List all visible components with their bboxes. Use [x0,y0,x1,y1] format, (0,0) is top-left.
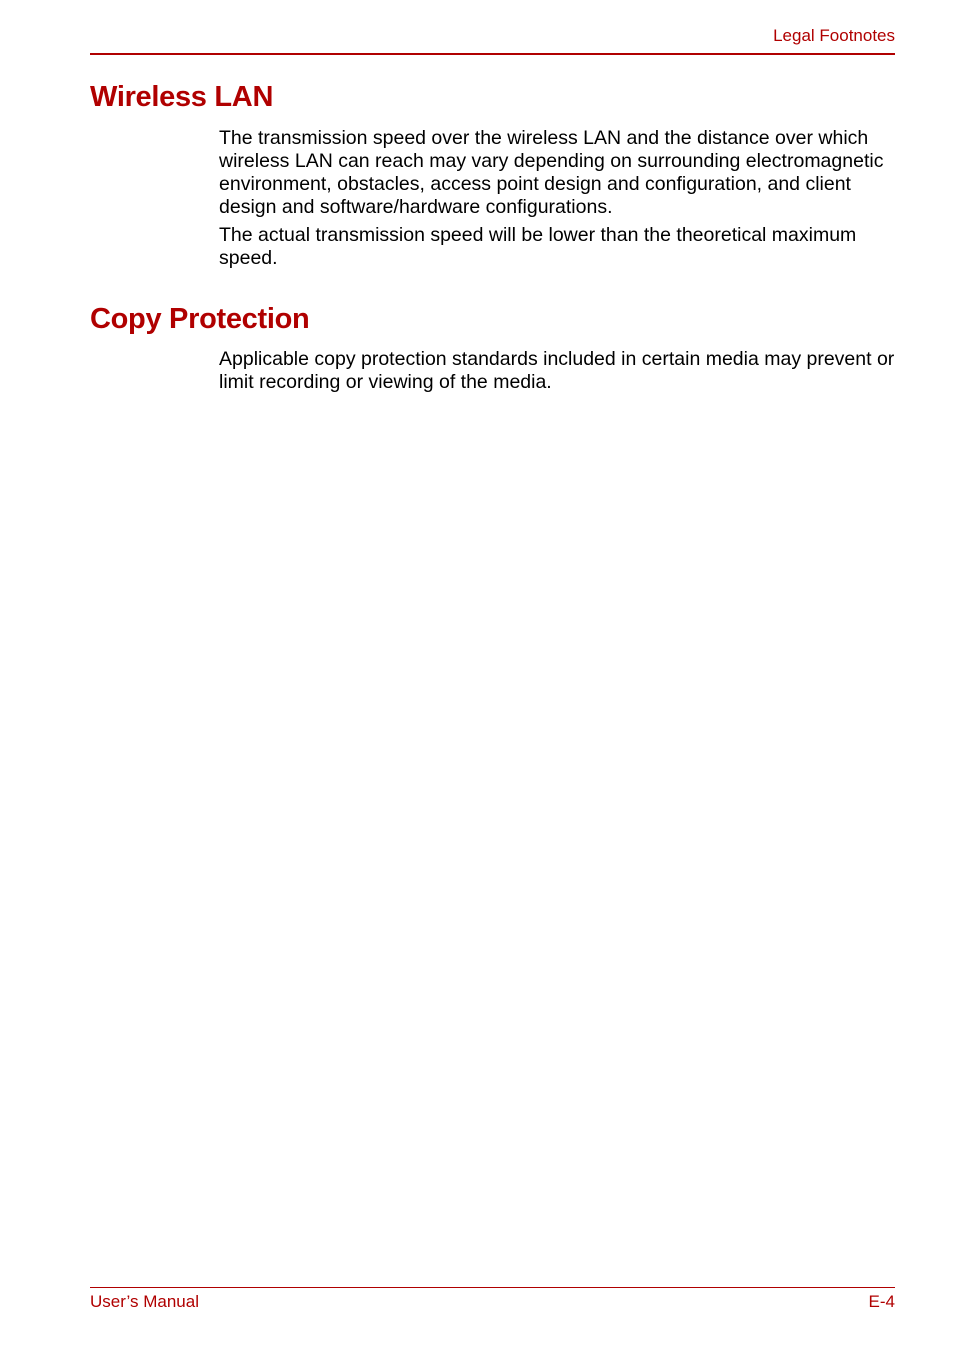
header-divider [90,53,895,55]
footer-page-number: E-4 [868,1292,895,1311]
wireless-lan-paragraph-1: The transmission speed over the wireless LAN and the distance over which wireless LAN can reach may vary depending on surrounding electromagnetic environment, obstacles, access point design and configuration, and client design and software/hardware configurations. [219,127,884,218]
footer-manual-title: User’s Manual [90,1292,199,1311]
footer-divider [90,1287,895,1288]
wireless-lan-paragraph-2: The actual transmission speed will be lower than the theoretical maximum speed. [219,224,857,269]
copy-protection-paragraph-1: Applicable copy protection standards included in certain media may prevent or limit recording or viewing of the media. [219,348,895,393]
running-header: Legal Footnotes [773,26,895,45]
section-heading-copy-protection: Copy Protection [90,303,310,335]
section-heading-wireless-lan: Wireless LAN [90,81,274,113]
